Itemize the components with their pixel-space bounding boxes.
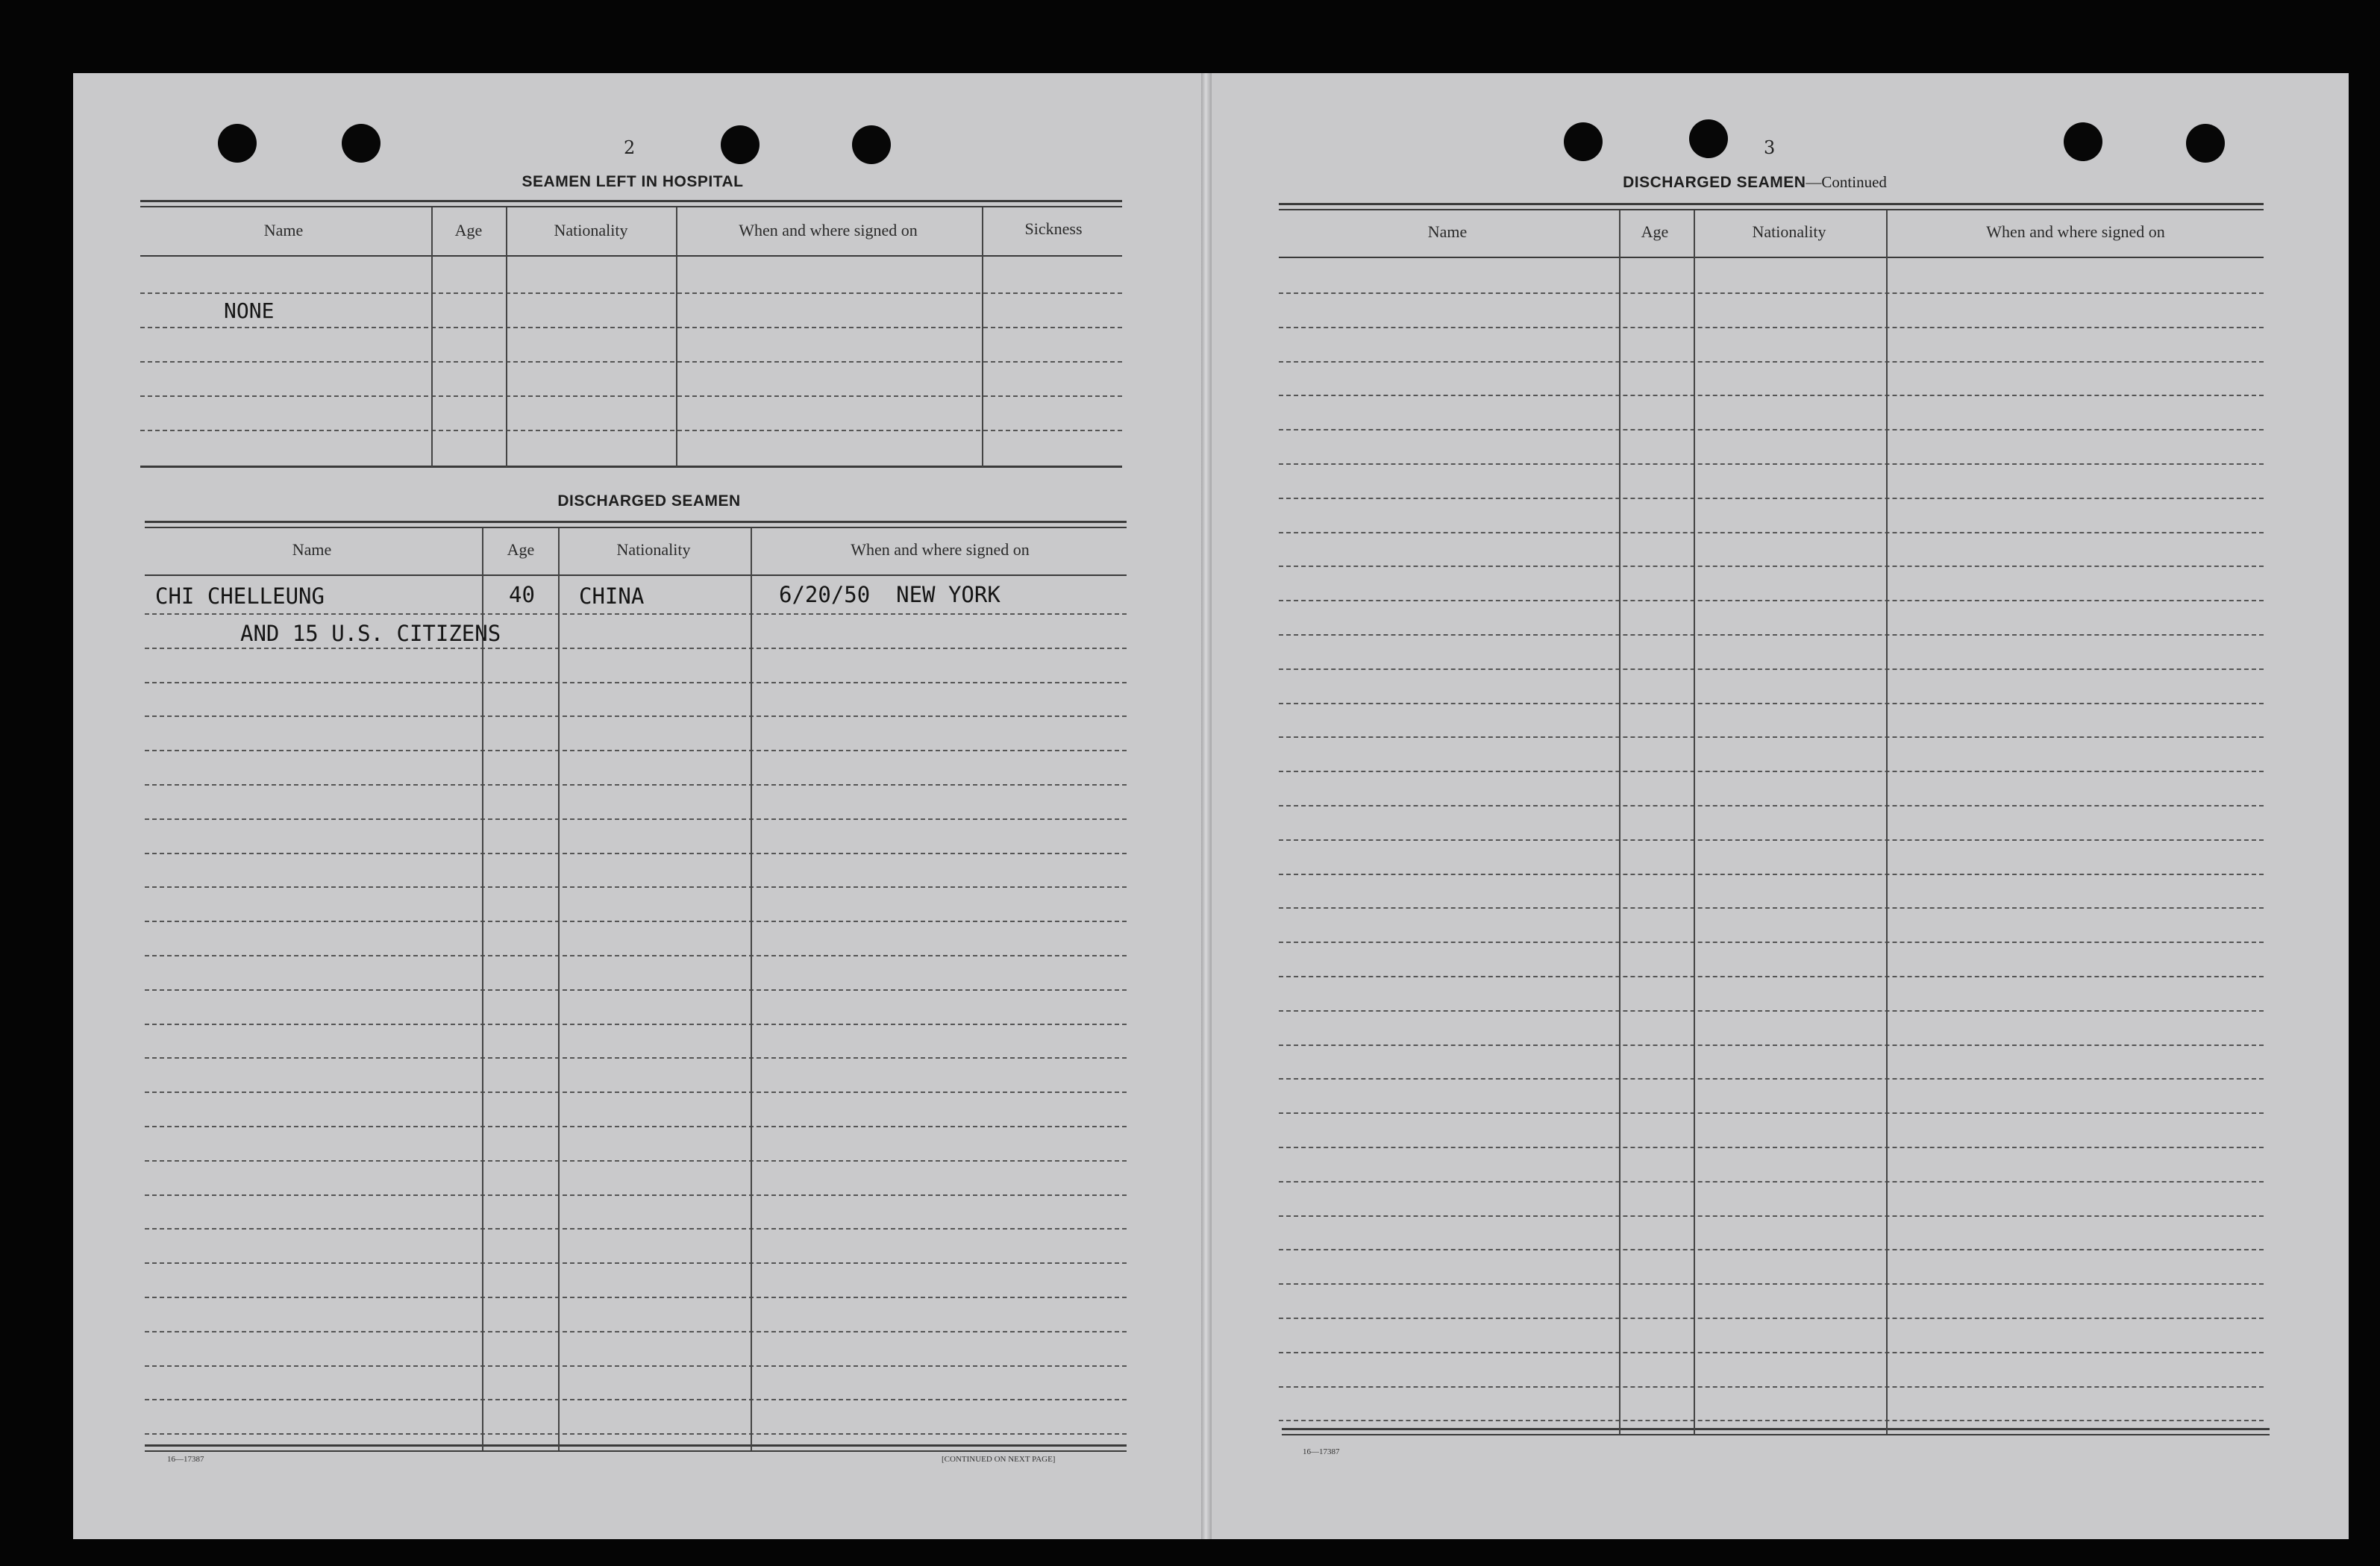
punch-hole xyxy=(721,125,760,164)
table-rule xyxy=(140,200,1122,202)
row-line xyxy=(145,1126,1127,1127)
row-line xyxy=(1279,532,2264,533)
row-line xyxy=(1279,1352,2264,1353)
row-line xyxy=(145,1160,1127,1162)
table-rule xyxy=(145,574,1127,576)
column-divider xyxy=(982,207,983,467)
col-header-name: Name xyxy=(263,221,304,239)
row-line xyxy=(1279,703,2264,704)
punch-hole xyxy=(218,124,257,163)
row-line xyxy=(1279,976,2264,977)
row-line xyxy=(140,292,1122,294)
hospital-section-title: SEAMEN LEFT IN HOSPITAL xyxy=(522,173,744,190)
row-line xyxy=(1279,874,2264,875)
punch-hole xyxy=(852,125,891,164)
row-line xyxy=(1279,361,2264,363)
row-line xyxy=(1279,1420,2264,1421)
col-header-signed-on: When and where signed on xyxy=(1986,222,2165,241)
table-rule xyxy=(145,521,1127,523)
row-line xyxy=(145,1331,1127,1332)
table-rule xyxy=(140,206,1122,207)
col-header-nationality: Nationality xyxy=(616,540,691,559)
row-line xyxy=(145,1433,1127,1435)
row-line xyxy=(145,955,1127,956)
col-header-signed-on: When and where signed on xyxy=(739,221,918,239)
row-line xyxy=(145,853,1127,854)
column-divider xyxy=(1619,210,1620,1434)
column-divider xyxy=(1694,210,1695,1434)
table-rule xyxy=(145,1450,1127,1452)
row-line xyxy=(1279,292,2264,294)
row-line xyxy=(145,682,1127,683)
hospital-entry: NONE xyxy=(224,298,275,323)
col-header-nationality: Nationality xyxy=(554,221,628,239)
table-rule xyxy=(140,466,1122,468)
row-line xyxy=(1279,429,2264,430)
row-line xyxy=(140,430,1122,431)
row-line xyxy=(145,1399,1127,1400)
table-rule xyxy=(140,255,1122,257)
column-divider xyxy=(751,528,752,1450)
row-line xyxy=(1279,327,2264,328)
punch-hole xyxy=(1564,122,1603,161)
col-header-sickness: Sickness xyxy=(1024,219,1083,238)
page-fold xyxy=(1201,73,1212,1539)
row-line xyxy=(1279,498,2264,499)
row-line xyxy=(140,327,1122,328)
row-line xyxy=(145,648,1127,649)
row-line xyxy=(1279,771,2264,772)
row-line xyxy=(1279,839,2264,841)
row-line xyxy=(1279,463,2264,465)
row-line xyxy=(145,818,1127,820)
row-line xyxy=(1279,1010,2264,1012)
row-line xyxy=(1279,1318,2264,1319)
row-line xyxy=(1279,600,2264,601)
seaman-name: CHI CHELLEUNG xyxy=(155,583,325,609)
form-number-right: 16—17387 xyxy=(1303,1447,1340,1456)
row-line xyxy=(1279,1147,2264,1148)
discharged-continued-title: DISCHARGED SEAMEN—Continued xyxy=(1623,173,1887,191)
row-line xyxy=(1279,1249,2264,1250)
punch-hole xyxy=(2186,124,2225,163)
table-rule xyxy=(1282,1434,2270,1435)
table-rule xyxy=(1282,1428,2270,1430)
column-divider xyxy=(1886,210,1888,1434)
row-line xyxy=(145,1262,1127,1264)
seaman-nationality: CHINA xyxy=(579,583,645,609)
row-line xyxy=(145,715,1127,717)
row-line xyxy=(1279,566,2264,567)
row-line xyxy=(145,989,1127,991)
punch-hole xyxy=(342,124,381,163)
page-number-left: 2 xyxy=(624,137,636,158)
row-line xyxy=(1279,1181,2264,1183)
row-line xyxy=(140,361,1122,363)
seaman-age: 40 xyxy=(509,582,535,607)
row-line xyxy=(1279,1283,2264,1285)
row-line xyxy=(145,886,1127,888)
row-line xyxy=(145,1057,1127,1059)
column-divider xyxy=(558,528,560,1450)
col-header-name: Name xyxy=(1427,222,1468,241)
column-divider xyxy=(482,528,483,1450)
row-line xyxy=(1279,1386,2264,1388)
col-header-signed-on: When and where signed on xyxy=(851,540,1030,559)
col-header-name: Name xyxy=(292,540,332,559)
table-rule xyxy=(1279,203,2264,205)
row-line xyxy=(145,1228,1127,1230)
col-header-age: Age xyxy=(1641,222,1669,241)
col-header-nationality: Nationality xyxy=(1752,222,1826,241)
continued-note: [CONTINUED ON NEXT PAGE] xyxy=(942,1455,1056,1464)
table-rule xyxy=(1279,209,2264,210)
seaman-signed-on: 6/20/50 NEW YORK xyxy=(779,582,1000,607)
page-number-right: 3 xyxy=(1764,137,1776,158)
row-line xyxy=(1279,1215,2264,1217)
row-line xyxy=(1279,1112,2264,1114)
row-line xyxy=(140,395,1122,397)
col-header-age: Age xyxy=(454,221,483,239)
row-line xyxy=(145,1297,1127,1298)
row-line xyxy=(145,1024,1127,1025)
column-divider xyxy=(431,207,433,467)
row-line xyxy=(145,921,1127,922)
punch-hole xyxy=(1689,119,1728,158)
row-line xyxy=(1279,634,2264,636)
row-line xyxy=(1279,805,2264,807)
row-line xyxy=(1279,907,2264,909)
row-line xyxy=(1279,1044,2264,1046)
form-number-left: 16—17387 xyxy=(167,1455,204,1464)
citizens-note: AND 15 U.S. CITIZENS xyxy=(240,621,501,646)
column-divider xyxy=(676,207,677,467)
discharged-section-title: DISCHARGED SEAMEN xyxy=(557,492,741,510)
punch-hole xyxy=(2064,122,2102,161)
table-rule xyxy=(145,1444,1127,1447)
table-rule xyxy=(1279,257,2264,258)
row-line xyxy=(145,1194,1127,1196)
row-line xyxy=(145,784,1127,786)
row-line xyxy=(145,1365,1127,1367)
row-line xyxy=(145,1091,1127,1093)
col-header-age: Age xyxy=(507,540,535,559)
row-line xyxy=(1279,668,2264,670)
table-rule xyxy=(145,527,1127,528)
row-line xyxy=(1279,1078,2264,1080)
row-line xyxy=(1279,736,2264,738)
row-line xyxy=(145,750,1127,751)
row-line xyxy=(1279,395,2264,396)
column-divider xyxy=(506,207,507,467)
row-line xyxy=(1279,942,2264,943)
row-line xyxy=(145,613,1127,615)
